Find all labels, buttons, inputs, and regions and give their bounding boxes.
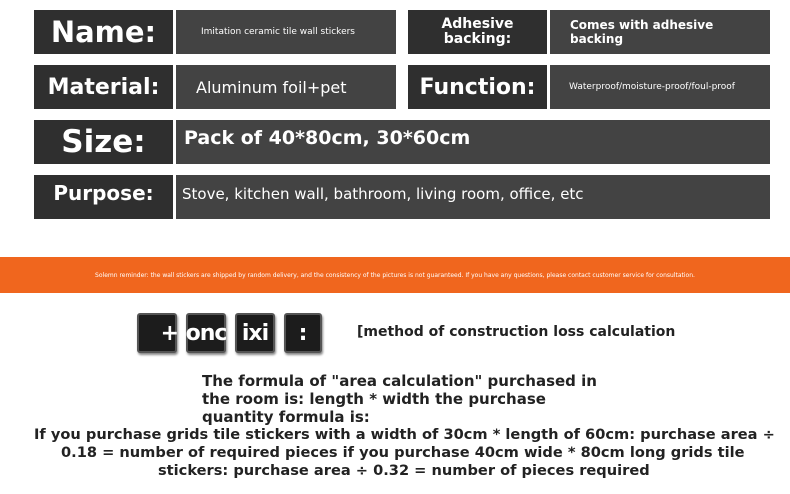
material-value: Aluminum foil+pet [176, 65, 396, 109]
material-label: Material: [34, 65, 173, 109]
formula-line-5: 0.18 = number of required pieces if you purchase 40cm wide * 80cm long grids tile [61, 444, 745, 461]
reminder-banner [0, 257, 790, 293]
formula-line-1: The formula of "area calculation" purchased in [202, 372, 597, 390]
adhesive-label-line1: Adhesive [441, 16, 514, 32]
keycap-1-text: + [160, 320, 179, 346]
function-label: Function: [408, 65, 547, 109]
formula-line-2: the room is: length * width the purchase [202, 390, 546, 408]
adhesive-label [408, 10, 547, 54]
keycap-3 [235, 313, 275, 353]
size-value: Pack of 40*80cm, 30*60cm [176, 120, 770, 164]
formula-line-6: stickers: purchase area ÷ 0.32 = number of pieces required [158, 462, 650, 479]
keycap-2 [186, 313, 226, 353]
keycap-1 [137, 313, 177, 353]
formula-line-4: If you purchase grids tile stickers with a width of 30cm * length of 60cm: purchase area ÷ [34, 426, 775, 443]
keycap-2-text: onc [185, 320, 227, 346]
purpose-value: Stove, kitchen wall, bathroom, living room, office, etc [176, 175, 770, 219]
method-title: [method of construction loss calculation [357, 324, 676, 340]
adhesive-label-line2: backing: [443, 31, 512, 47]
size-label: Size: [34, 120, 173, 164]
purpose-label: Purpose: [34, 175, 173, 219]
keycap-4-text: : [298, 320, 308, 346]
reminder-text: Solemn reminder: the wall stickers are shipped by random delivery, and the consistency of the pictures is not guaranteed. If you have any questions, please contact customer service for consultation. [95, 271, 695, 279]
keycap-4 [284, 313, 322, 353]
formula-line-3: quantity formula is: [202, 408, 370, 426]
function-value: Waterproof/moisture-proof/foul-proof [550, 65, 770, 109]
keycap-3-text: ixi [241, 320, 269, 346]
name-label: Name: [34, 10, 173, 54]
adhesive-value: Comes with adhesive backing [550, 10, 770, 54]
name-value: Imitation ceramic tile wall stickers [176, 10, 396, 54]
